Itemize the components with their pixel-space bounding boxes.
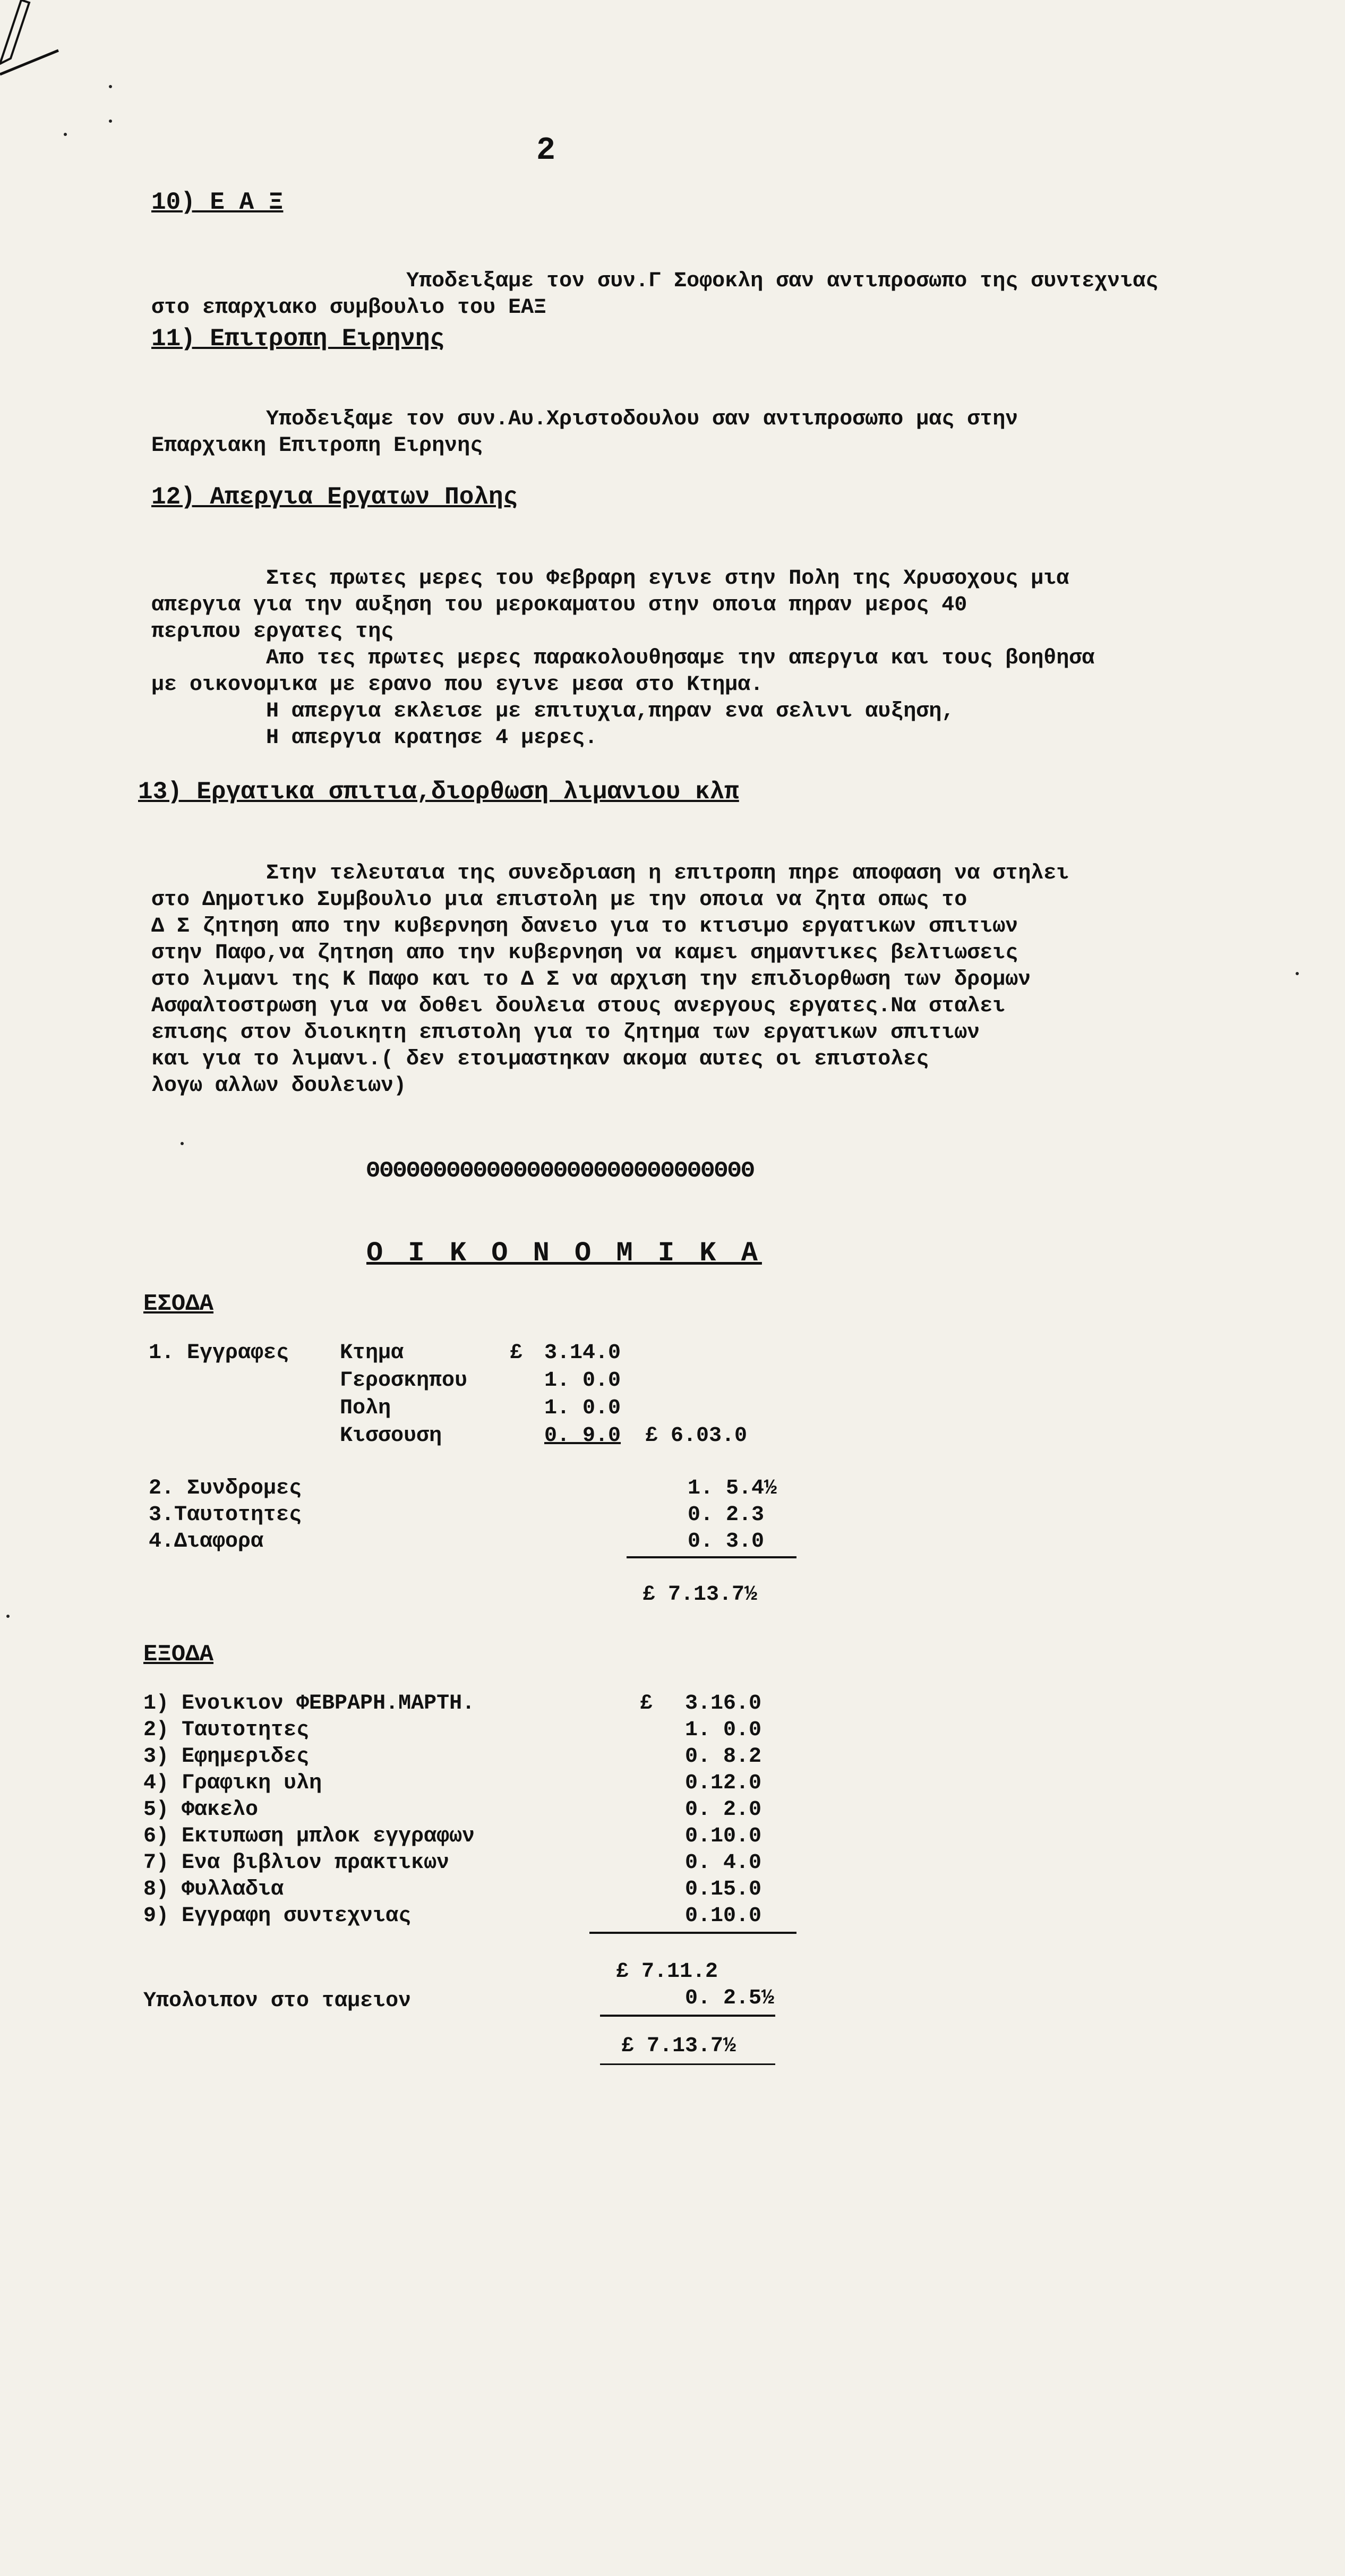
text-line: στο επαρχιακο συμβουλιο του ΕΑΞ: [151, 296, 547, 320]
income-table: [149, 1341, 839, 1639]
income-sub-amount: 0. 9.0: [544, 1424, 621, 1448]
text-line: Η απεργια κρατησε 4 μερες.: [151, 726, 598, 750]
expense-item-label: 7) Ενα βιβλιον πρακτικων: [143, 1851, 450, 1875]
section-heading-10: 10) Ε Α Ξ: [151, 189, 284, 216]
text-line: Απο τες πρωτες μερες παρακολουθησαμε την απεργια και τους βοηθησα: [151, 646, 1095, 670]
expense-item-label: 9) Εγγραφη συντεχνιας: [143, 1904, 412, 1928]
expense-item-amount: 0. 2.0: [685, 1798, 762, 1822]
expense-item-label: 4) Γραφικη υλη: [143, 1771, 322, 1795]
income-sum-rule: [627, 1556, 796, 1558]
income-sub-name: Γεροσκηπου: [340, 1369, 468, 1393]
section-heading-13: 13) Εργατικα σπιτια,διορθωση λιμανιου κλπ: [138, 778, 739, 806]
income-item-amount: 1. 5.4½: [688, 1477, 777, 1500]
section-body-12: [151, 539, 1094, 752]
expenses-heading: ΕΞΟΔΑ: [143, 1641, 214, 1668]
income-sub-name: Κισσουση: [340, 1424, 442, 1448]
text-line: Δ Σ ζητηση απο την κυβερνηση δανειο για το κτισιμο εργατικων σπιτιων: [151, 915, 1018, 939]
expense-item-amount: 3.16.0: [685, 1692, 762, 1716]
income-item-1-label: 1. Εγγραφες: [149, 1341, 289, 1365]
expense-item-label: 5) Φακελο: [143, 1798, 259, 1822]
decorative-divider: ΘΘΘΘΘΘΘΘΘΘΘΘΘΘΘΘΘΘΘΘΘΘΘΘΘΘΘΘΘ: [366, 1158, 755, 1183]
expense-item-amount: 0.10.0: [685, 1904, 762, 1928]
balance-sum-rule: [600, 2015, 775, 2017]
expenses-table: [143, 1692, 834, 2127]
income-sub-currency: £: [510, 1341, 523, 1365]
expense-item-currency: £: [640, 1692, 653, 1716]
text-line: Η απεργια εκλεισε με επιτυχια,πηραν ενα σελινι αυξηση,: [151, 700, 955, 723]
section-heading-12: 12) Απεργια Εργατων Πολης: [151, 483, 518, 511]
expenses-total: £ 7.11.2: [616, 1960, 718, 1984]
section-body-10: [151, 242, 1158, 321]
text-line: Στες πρωτες μερες του Φεβραρη εγινε στην Πολη της Χρυσοχους μια: [151, 567, 1069, 591]
section-body-13: [151, 834, 1069, 1099]
expense-item-amount: 0.10.0: [685, 1824, 762, 1848]
text-line: στο Δημοτικο Συμβουλιο μια επιστολη με την οποια να ζητα οπως το: [151, 888, 967, 912]
torn-corner-mark: [0, 0, 64, 80]
income-item-label: 3.Ταυτοτητες: [149, 1503, 302, 1527]
income-sub-amount: 3.14.0: [544, 1341, 621, 1365]
scan-speck: [181, 1142, 184, 1145]
expense-item-label: 6) Εκτυπωση μπλοκ εγγραφων: [143, 1824, 475, 1848]
expense-item-amount: 1. 0.0: [685, 1718, 762, 1742]
expense-item-label: 1) Ενοικιον ΦΕΒΡΑΡΗ.ΜΑΡΤΗ.: [143, 1692, 475, 1716]
expense-item-amount: 0.12.0: [685, 1771, 762, 1795]
text-line: στην Παφο,να ζητηση απο την κυβερνηση να καμει σημαντικες βελτιωσεις: [151, 941, 1018, 965]
balance-amount: 0. 2.5½: [685, 1986, 775, 2010]
income-item-label: 2. Συνδρομες: [149, 1477, 302, 1500]
income-item-amount: 0. 3.0: [688, 1530, 765, 1554]
section-heading-11: 11) Επιτροπη Ειρηνης: [151, 325, 445, 353]
expense-item-amount: 0. 4.0: [685, 1851, 762, 1875]
section-body-11: [151, 380, 1018, 459]
income-total: £ 7.13.7½: [642, 1583, 758, 1607]
grand-total-underline: [600, 2063, 775, 2065]
text-line: Υποδειξαμε τον συν.Αυ.Χριστοδουλου σαν αντιπροσωπο μας στην: [151, 407, 1018, 431]
income-sub-amount: 1. 0.0: [544, 1396, 621, 1420]
text-line: Επαρχιακη Επιτροπη Ειρηνης: [151, 434, 483, 458]
text-line: στο λιμανι της Κ Παφο και το Δ Σ να αρχιση την επιδιορθωση των δρομων: [151, 968, 1031, 992]
scan-speck: [64, 133, 67, 136]
income-item-label: 4.Διαφορα: [149, 1530, 264, 1554]
scan-speck: [109, 120, 112, 123]
expense-item-label: 8) Φυλλαδια: [143, 1878, 284, 1901]
income-heading: ΕΣΟΔΑ: [143, 1291, 214, 1317]
text-line: Υποδειξαμε τον συν.Γ Σοφοκλη σαν αντιπροσωπο της συντεχνιας: [151, 269, 1159, 293]
text-line: Στην τελευταια της συνεδριαση η επιτροπη πηρε αποφαση να στηλει: [151, 861, 1069, 885]
income-sub-amount: 1. 0.0: [544, 1369, 621, 1393]
grand-total: £ 7.13.7½: [621, 2034, 736, 2058]
expense-item-amount: 0.15.0: [685, 1878, 762, 1901]
expense-item-label: 3) Εφημεριδες: [143, 1745, 310, 1769]
text-line: περιπου εργατες της: [151, 620, 394, 644]
scan-speck: [6, 1615, 10, 1618]
expense-item-amount: 0. 8.2: [685, 1745, 762, 1769]
scan-speck: [109, 85, 112, 88]
balance-label: Υπολοιπον στο ταμειον: [143, 1989, 412, 2013]
text-line: Ασφαλτοστρωση για να δοθει δουλεια στους ανεργους εργατες.Να σταλει: [151, 994, 1006, 1018]
expenses-sum-rule: [589, 1932, 796, 1934]
income-item-amount: 0. 2.3: [688, 1503, 765, 1527]
expense-item-label: 2) Ταυτοτητες: [143, 1718, 310, 1742]
text-line: με οικονομικα με ερανο που εγινε μεσα στο Κτημα.: [151, 673, 764, 697]
income-sub-name: Κτημα: [340, 1341, 404, 1365]
finance-title: Ο Ι Κ Ο Ν Ο Μ Ι Κ Α: [366, 1238, 762, 1269]
page-number: 2: [536, 133, 556, 169]
text-line: λογω αλλων δουλειων): [151, 1074, 407, 1098]
scan-speck: [1296, 972, 1299, 975]
income-item-1-total: £ 6.03.0: [645, 1424, 748, 1448]
text-line: απεργια για την αυξηση του μεροκαματου στην οποια πηραν μερος 40: [151, 593, 967, 617]
income-sub-name: Πολη: [340, 1396, 391, 1420]
text-line: και για το λιμανι.( δεν ετοιμαστηκαν ακομα αυτες οι επιστολες: [151, 1047, 929, 1071]
text-line: επισης στον διοικητη επιστολη για το ζητημα των εργατικων σπιτιων: [151, 1021, 980, 1045]
